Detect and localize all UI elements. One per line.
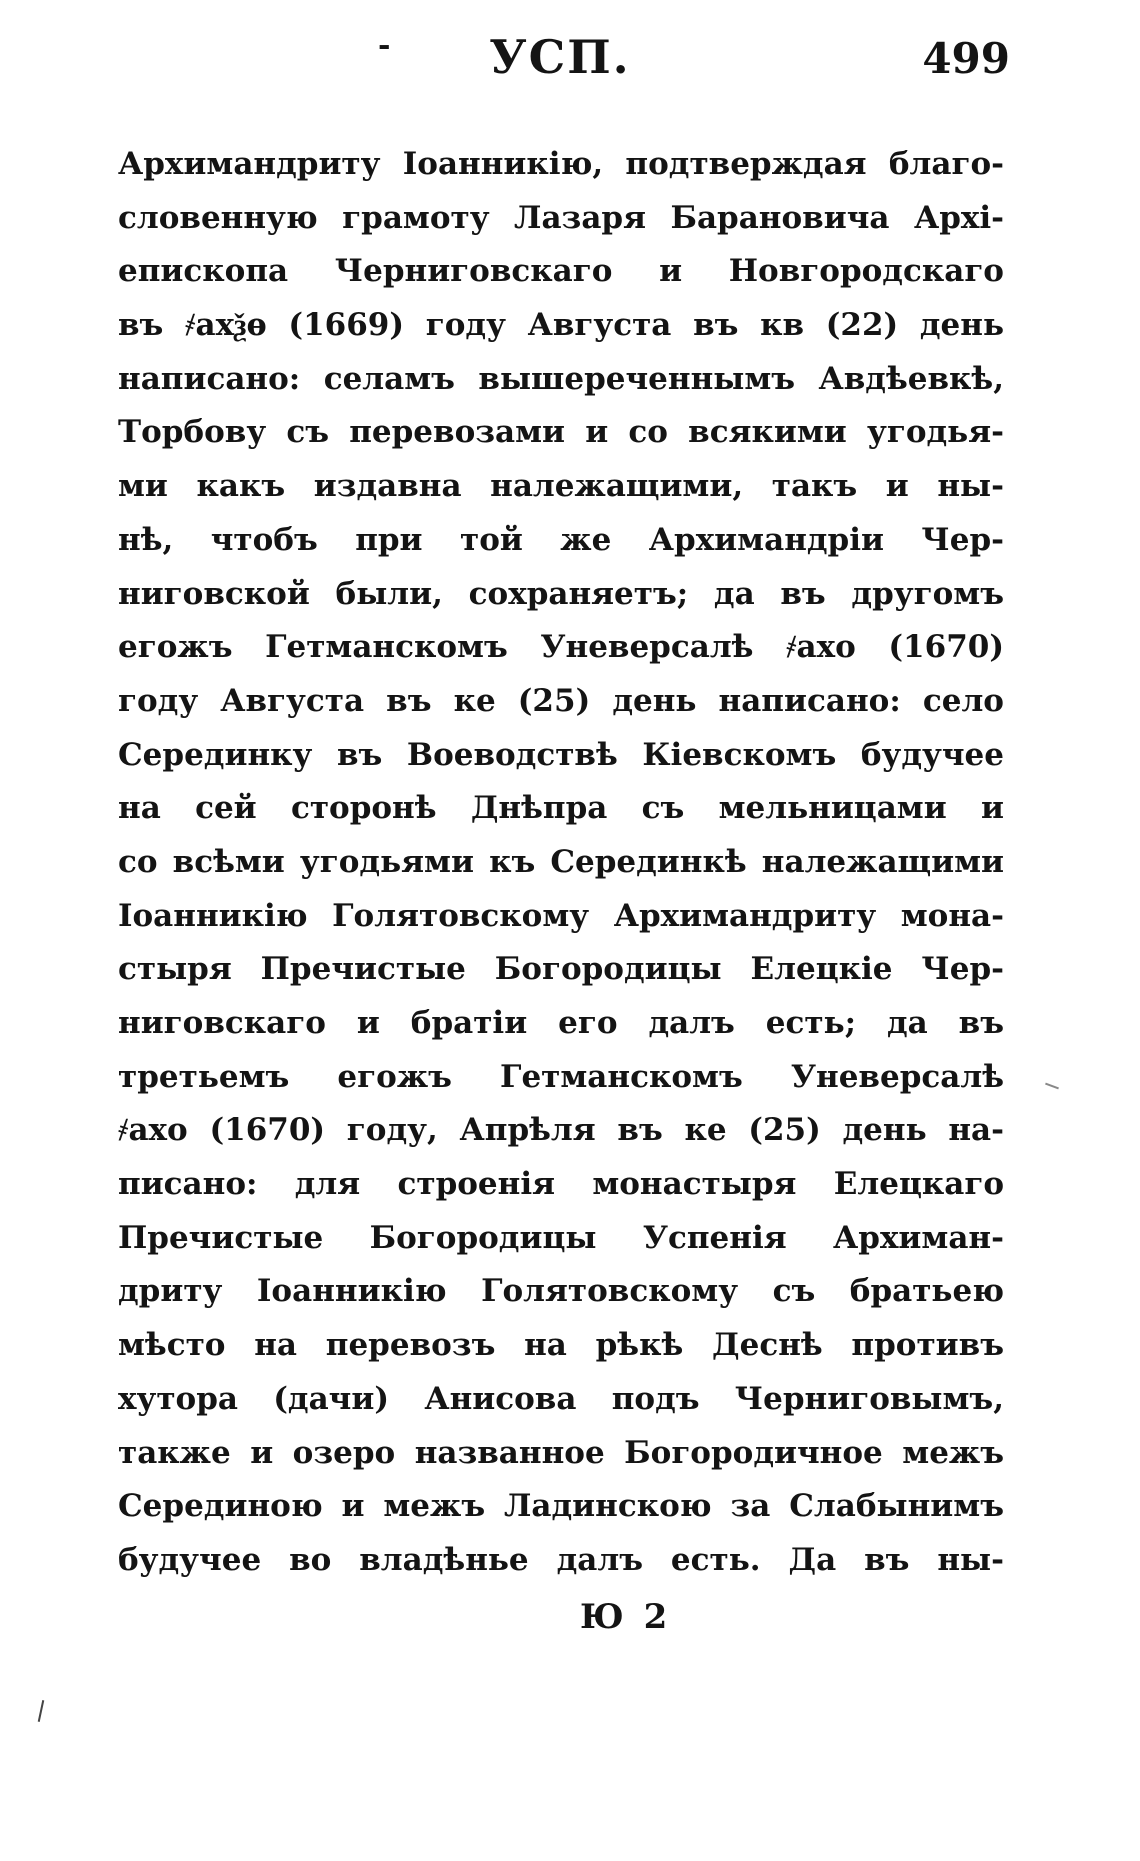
- text-line: ми какъ издавна належащими, такъ и ны-: [118, 468, 1004, 505]
- text-line: третьемъ егожъ Гетманскомъ Уневерсалѣ: [118, 1058, 1004, 1095]
- text-line: нѣ, чтобъ при той же Архимандріи Чер-: [118, 521, 1004, 558]
- header-mark: -: [378, 28, 391, 63]
- text-line: году Августа въ ке (25) день написано: село: [118, 682, 1004, 719]
- catchword: Ю 2: [580, 1597, 672, 1637]
- text-line: на сей сторонѣ Днѣпра съ мельницами и: [118, 790, 1004, 827]
- text-line: мѣсто на перевозъ на рѣкѣ Деснѣ противъ: [118, 1327, 1004, 1364]
- print-speck: [38, 1700, 45, 1722]
- text-line: написано: селамъ вышереченнымъ Авдѣевкѣ,: [118, 360, 1004, 397]
- body-text: [118, 138, 1004, 1588]
- text-line: ниговскаго и братіи его далъ есть; да въ: [118, 1005, 1004, 1041]
- text-line: хутора (дачи) Анисова подъ Черниговымъ,: [118, 1380, 1004, 1417]
- text-line: Іоанникію Голятовскому Архимандриту мона-: [118, 897, 1004, 934]
- text-line: ниговской были, сохраняетъ; да въ другомъ: [118, 575, 1004, 612]
- text-line: Архимандриту Іоанникію, подтверждая благо-: [118, 146, 1004, 182]
- text-line: епископа Черниговскаго и Новгородскаго: [118, 253, 1004, 290]
- text-line: Пречистые Богородицы Успенія Архиман-: [118, 1219, 1004, 1256]
- text-line: въ ҂ахѯѳ (1669) году Августа въ кв (22) день: [118, 307, 1004, 344]
- text-line: Серединку въ Воеводствѣ Кіевскомъ будучее: [118, 736, 1004, 773]
- text-line: Торбову съ перевозами и со всякими угодья-: [118, 414, 1004, 451]
- text-line: писано: для строенія монастыря Елецкаго: [118, 1166, 1004, 1203]
- text-line: будучее во владѣнье далъ есть. Да въ ны-: [118, 1541, 1004, 1578]
- text-line: егожъ Гетманскомъ Уневерсалѣ ҂ахо (1670): [118, 629, 1004, 666]
- print-speck: [1045, 1083, 1059, 1090]
- text-line: Серединою и межъ Ладинскою за Слабынимъ: [118, 1488, 1004, 1525]
- text-line: словенную грамоту Лазаря Барановича Архі-: [118, 199, 1004, 236]
- text-line: ҂ахо (1670) году, Апрѣля въ ке (25) день на-: [118, 1112, 1004, 1149]
- text-line: также и озеро названное Богородичное межъ: [118, 1434, 1004, 1471]
- text-line: со всѣми угодьями къ Серединкѣ належащими: [118, 843, 1004, 880]
- running-head: УСП.: [489, 30, 631, 84]
- text-line: дриту Іоанникію Голятовскому съ братьею: [118, 1273, 1004, 1310]
- text-line: стыря Пречистые Богородицы Елецкіе Чер-: [118, 951, 1004, 988]
- page-number: 499: [922, 34, 1010, 83]
- page-header: [110, 22, 1010, 92]
